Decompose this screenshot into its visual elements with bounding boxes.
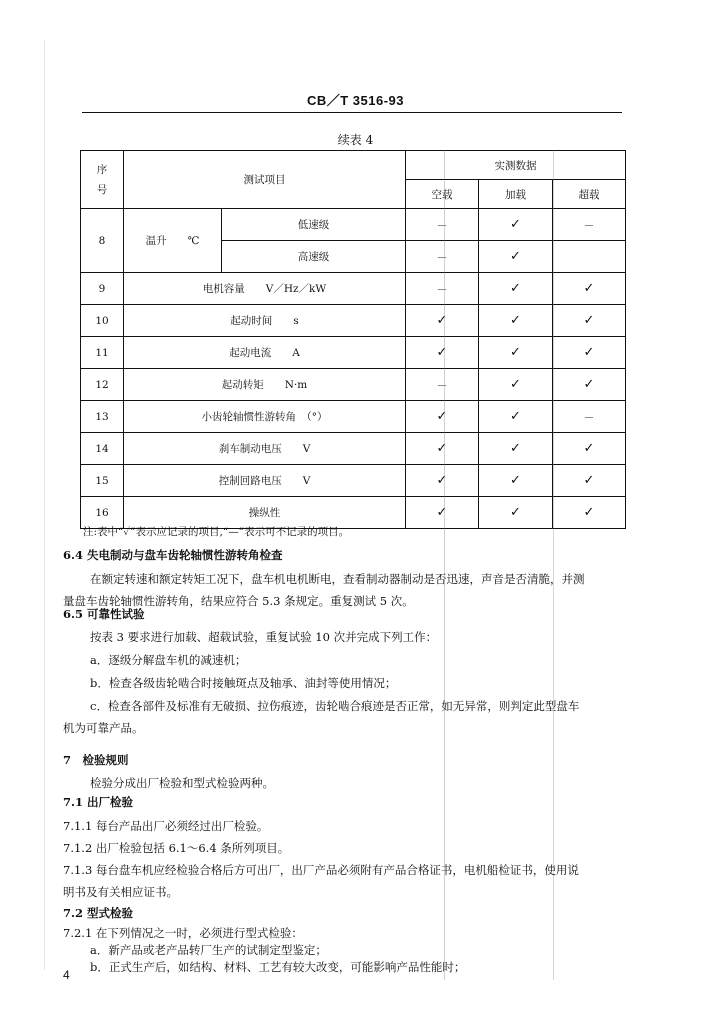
row-item: 操纵性 [124,497,406,529]
row-item: 温升 ℃ [124,209,222,273]
row-no: 14 [81,433,124,465]
row-sub-item: 高速级 [222,241,406,273]
table-row [81,465,626,497]
section-7-1-3: 明书及有关相应证书。 [63,885,178,899]
cell-load: ✓ [479,273,553,305]
cell-load: ✓ [479,337,553,369]
section-7-2-1-item-a: a．新产品或老产品转厂生产的试制定型鉴定； [90,943,327,957]
row-no: 15 [81,465,124,497]
header-rule [82,112,622,113]
table-row [81,401,626,433]
header-overload: 超载 [553,180,626,209]
table-row [81,273,626,305]
cell-overload: ✓ [553,465,626,497]
section-7-1-3: 7.1.3 每台盘车机应经检验合格后方可出厂，出厂产品必须附有产品合格证书，电机船检证书，使用说 [63,863,579,877]
row-sub-item: 低速级 [222,209,406,241]
cell-no-load: ✓ [406,337,479,369]
section-6-4-text: 量盘车齿轮轴惯性游转角，结果应符合 5.3 条规定。重复测试 5 次。 [63,594,414,608]
cell-no-load: － [406,369,479,401]
scan-streak [553,150,554,980]
cell-no-load: － [406,273,479,305]
cell-no-load: ✓ [406,305,479,337]
row-item: 起动电流 A [124,337,406,369]
header-no: 序 号 [81,151,124,209]
row-no: 12 [81,369,124,401]
scan-streak [44,40,45,970]
header-data: 实测数据 [406,151,626,180]
section-7-title: 7 检验规则 [63,753,129,767]
cell-overload: ✓ [553,433,626,465]
row-item: 小齿轮轴惯性游转角 （°） [124,401,406,433]
section-6-4-title: 6.4 失电制动与盘车齿轮轴惯性游转角检查 [63,548,283,562]
row-item: 电机容量 V／Hz／kW [124,273,406,305]
section-7-text: 检验分成出厂检验和型式检验两种。 [90,776,274,790]
row-item: 控制回路电压 V [124,465,406,497]
table-row [81,433,626,465]
cell-load: ✓ [479,209,553,241]
section-7-1-title: 7.1 出厂检验 [63,795,134,809]
cell-load: ✓ [479,433,553,465]
cell-no-load: ✓ [406,465,479,497]
section-7-1-1: 7.1.1 每台产品出厂必须经过出厂检验。 [63,819,269,833]
section-6-5-item-a: a．逐级分解盘车机的减速机； [90,653,247,667]
page-number: 4 [63,968,70,982]
cell-overload: － [553,401,626,433]
table-row [81,209,626,241]
cell-load: ✓ [479,369,553,401]
table-row [81,337,626,369]
table-row [81,305,626,337]
row-item: 起动时间 s [124,305,406,337]
header-no-load: 空载 [406,180,479,209]
standard-code: CB／T 3516-93 [306,93,405,108]
section-6-5-item-b: b．检查各级齿轮啮合时接触斑点及轴承、油封等使用情况； [90,676,397,690]
cell-overload: ✓ [553,273,626,305]
section-7-2-title: 7.2 型式检验 [63,906,134,920]
section-6-5-item-c: c．检查各部件及标准有无破损、拉伤痕迹，齿轮啮合痕迹是否正常，如无异常，则判定此型盘车 [90,699,580,713]
cell-load: ✓ [479,497,553,529]
cell-load: ✓ [479,305,553,337]
cell-no-load: ✓ [406,497,479,529]
cell-overload: ✓ [553,305,626,337]
table-row [81,369,626,401]
row-item: 刹车制动电压 V [124,433,406,465]
row-no: 10 [81,305,124,337]
cell-no-load: ✓ [406,433,479,465]
cell-overload: ✓ [553,369,626,401]
section-7-2-1: 7.2.1 在下列情况之一时，必须进行型式检验： [63,926,303,940]
cell-no-load: ✓ [406,401,479,433]
cell-overload: － [553,209,626,241]
header-load: 加载 [479,180,553,209]
section-6-5-text: 按表 3 要求进行加载、超载试验，重复试验 10 次并完成下列工作： [90,630,438,644]
table-note: 注:表中“✓”表示应记录的项目,“—”表示可不记录的项目。 [83,526,350,538]
cell-no-load: － [406,209,479,241]
section-6-4-text: 在额定转速和额定转矩工况下，盘车机电机断电，查看制动器制动是否迅速，声音是否清脆，并测 [90,572,585,586]
cell-load: ✓ [479,241,553,273]
row-no: 8 [81,209,124,273]
section-7-2-1-item-b: b．正式生产后，如结构、材料、工艺有较大改变，可能影响产品性能时； [90,960,466,974]
cell-no-load: － [406,241,479,273]
section-6-5-item-c: 机为可靠产品。 [63,721,144,735]
test-data-table [80,150,626,529]
cell-overload: ✓ [553,497,626,529]
scan-streak [444,150,445,980]
row-no: 11 [81,337,124,369]
section-7-1-2: 7.1.2 出厂检验包括 6.1～6.4 条所列项目。 [63,841,290,855]
cell-overload: ✓ [553,337,626,369]
cell-load: ✓ [479,465,553,497]
row-no: 9 [81,273,124,305]
header-item: 测试项目 [124,151,406,209]
row-no: 16 [81,497,124,529]
table-caption: 续表 4 [337,133,374,147]
cell-load: ✓ [479,401,553,433]
section-6-5-title: 6.5 可靠性试验 [63,607,145,621]
row-no: 13 [81,401,124,433]
row-item: 起动转矩 N·m [124,369,406,401]
cell-overload [553,241,626,273]
